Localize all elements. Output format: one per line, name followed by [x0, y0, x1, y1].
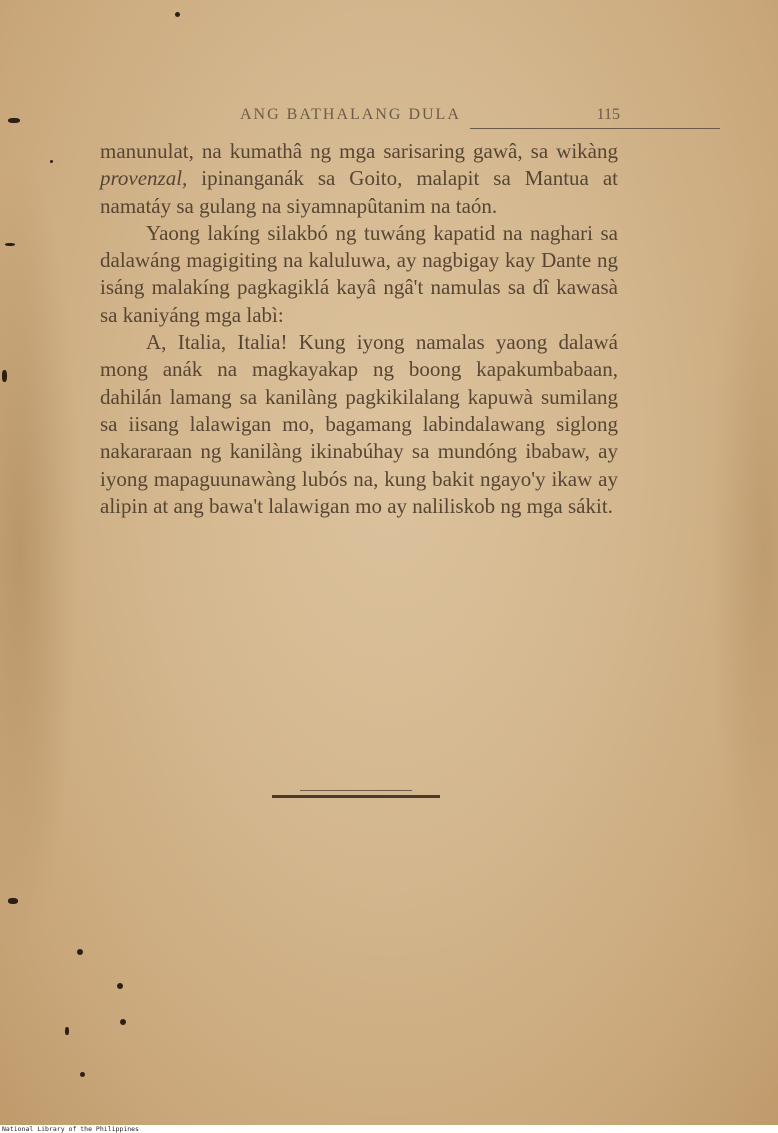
library-credit: National Library of the Philippines	[2, 1125, 139, 1133]
speck	[80, 1072, 85, 1077]
speck	[5, 243, 15, 246]
speck	[8, 898, 18, 904]
paper-stain-left	[0, 150, 80, 950]
paragraph-1-text: manunulat, na kumathâ ng mga sarisaring gawâ, sa wikàng	[100, 139, 618, 163]
running-head: ANG BATHALANG DULA	[240, 106, 461, 123]
body-text	[100, 138, 618, 520]
speck	[65, 1027, 69, 1035]
paragraph-3: A, Italia, Italia! Kung iyong namalas yaong dalawá mong anák na magkayakap ng boong kapakumbabaan, dahilán lamang sa kanilàng pagkikilalang kapuwà sumilang sa iisang lalawigan mo, bagamang labindalawang siglong nakararaan ng kanilàng ikinabúhay sa mundóng ibabaw, ay iyong mapaguunawàng lubós na, kung bakit ngayo'y ikaw ay alipin at ang bawa't lalawigan mo ay naliliskob ng mga sákit.	[100, 330, 618, 518]
speck	[2, 370, 7, 382]
header-rule	[470, 128, 720, 129]
end-ornament-rule	[272, 795, 440, 798]
paragraph-1-italic: provenzal,	[100, 166, 188, 191]
speck	[8, 118, 20, 123]
speck	[117, 983, 123, 989]
paragraph-2: Yaong lakíng silakbó ng tuwáng kapatid na naghari sa dalawáng magigiting na kaluluwa, ay nagbigay kay Dante ng isáng malakíng pagkagiklá kayâ ngâ't namulas sa dî kawasà sa kaniyáng mga labì:	[100, 220, 618, 327]
speck	[175, 12, 180, 17]
speck	[77, 949, 83, 955]
speck	[50, 160, 53, 163]
page-number: 115	[596, 106, 620, 123]
page-header	[100, 104, 620, 130]
paragraph-1	[100, 138, 618, 220]
speck	[120, 1019, 126, 1025]
paper-stain-right	[708, 200, 778, 900]
end-ornament-thin-rule	[300, 790, 412, 791]
paragraph-1-rest: ipinanganák sa Goito, malapit sa Mantua at namatáy sa gulang na siyamnapûtanim na taón.	[100, 166, 618, 218]
